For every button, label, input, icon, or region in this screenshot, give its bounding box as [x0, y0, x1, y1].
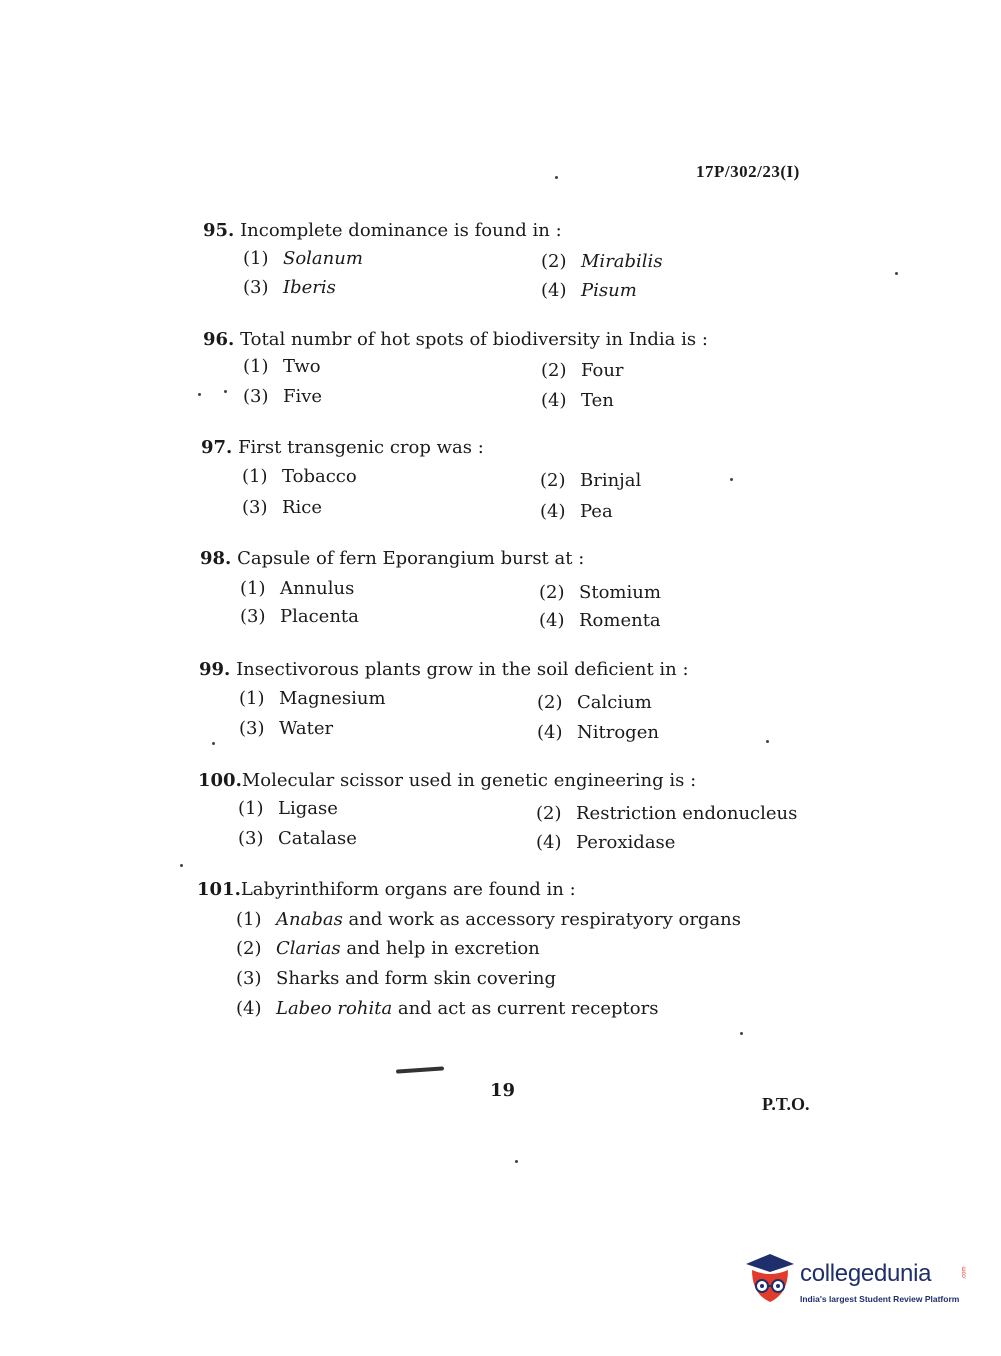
brand-name: collegedunia — [800, 1260, 932, 1287]
question-98 — [200, 548, 584, 569]
option: (2) Brinjal — [540, 470, 642, 491]
option: (1) Anabas and work as accessory respiratyory organs — [236, 909, 742, 930]
option: (1) Ligase — [238, 798, 338, 819]
question-text: Insectivorous plants grow in the soil deficient in : — [236, 659, 689, 680]
collegedunia-watermark — [742, 1250, 972, 1320]
option: (3) Water — [239, 718, 334, 739]
scan-speck — [180, 864, 183, 867]
question-97 — [201, 437, 484, 458]
option: (4) Peroxidase — [536, 832, 676, 853]
option: (1) Magnesium — [239, 688, 386, 709]
scan-speck — [895, 272, 898, 275]
question-text: Capsule of fern Eporangium burst at : — [237, 548, 585, 569]
question-number: 98. — [200, 548, 232, 569]
option: (2) Stomium — [539, 582, 661, 603]
scan-speck — [224, 390, 227, 393]
option: (1) Two — [243, 356, 321, 377]
option: (1) Annulus — [240, 578, 355, 599]
option: (3) Rice — [242, 497, 323, 518]
option: (4) Pisum — [541, 280, 637, 301]
option: (3) Catalase — [238, 828, 357, 849]
option: (1) Solanum — [243, 248, 363, 269]
question-number: 101. — [197, 879, 241, 900]
option: (4) Labeo rohita and act as current receptors — [236, 998, 659, 1019]
scan-speck — [740, 1032, 743, 1035]
brand-dotcom: .com — [961, 1266, 968, 1280]
option: (2) Four — [541, 360, 624, 381]
question-number: 96. — [203, 329, 235, 350]
question-99 — [199, 659, 689, 680]
option: (3) Five — [243, 386, 323, 407]
option: (4) Romenta — [539, 610, 661, 631]
scan-speck — [515, 1160, 518, 1163]
brand-tagline: India's largest Student Review Platform — [800, 1294, 960, 1304]
scan-speck — [198, 393, 201, 396]
option: (2) Clarias and help in excretion — [236, 938, 540, 959]
question-100 — [198, 770, 696, 791]
question-101 — [197, 879, 576, 900]
scan-speck — [730, 478, 733, 481]
option: (2) Restriction endonucleus — [536, 803, 798, 824]
scan-speck — [555, 176, 558, 179]
question-text: Molecular scissor used in genetic engineering is : — [241, 770, 697, 791]
question-text: Total numbr of hot spots of biodiversity in India is : — [240, 329, 708, 350]
page-number: 19 — [490, 1080, 516, 1101]
question-text: Labyrinthiform organs are found in : — [240, 879, 576, 900]
question-number: 100. — [198, 770, 242, 791]
option: (1) Tobacco — [242, 466, 357, 487]
question-96 — [203, 329, 708, 350]
option: (4) Nitrogen — [537, 722, 659, 743]
option: (2) Calcium — [537, 692, 652, 713]
question-95 — [203, 220, 562, 241]
question-number: 97. — [201, 437, 233, 458]
ink-smudge — [396, 1066, 444, 1073]
question-text: First transgenic crop was : — [238, 437, 484, 458]
option: (3) Iberis — [243, 277, 336, 298]
question-text: Incomplete dominance is found in : — [240, 220, 562, 241]
option: (2) Mirabilis — [541, 251, 663, 272]
mascot-logo-icon — [742, 1250, 798, 1314]
option: (3) Placenta — [240, 606, 359, 627]
option: (4) Pea — [540, 501, 613, 522]
question-number: 99. — [199, 659, 231, 680]
scan-speck — [766, 740, 769, 743]
pto-label: P.T.O. — [762, 1094, 810, 1114]
scan-speck — [212, 742, 215, 745]
option: (3) Sharks and form skin covering — [236, 968, 557, 989]
paper-code: 17P/302/23(I) — [696, 162, 800, 181]
question-number: 95. — [203, 220, 235, 241]
option: (4) Ten — [541, 390, 614, 411]
